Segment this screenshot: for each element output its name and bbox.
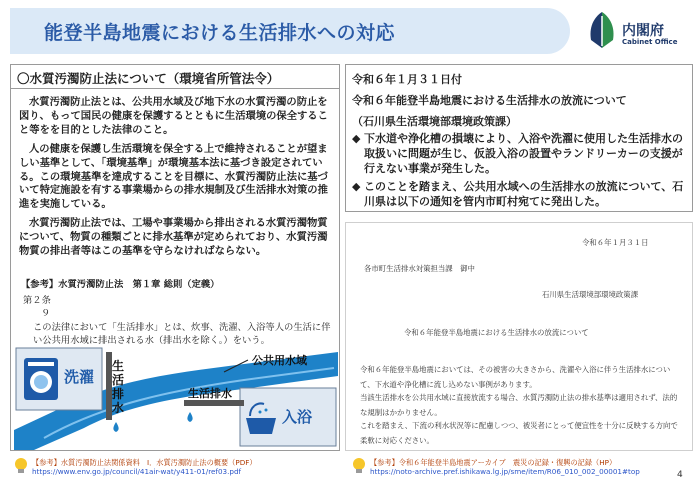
law-paragraph-3-text: 水質汚濁防止法では、工場や事業場から排出される水質汚濁物質について、物質の種類ごとに排水基準が定められており、水質汚濁物質の排出者等はこの基準を守らなければならない。 (19, 217, 328, 257)
law-paragraph-2 (19, 143, 333, 212)
footnote-left (32, 458, 257, 476)
footnote-right-title: 【参考】令和６年能登半島地震アーカイブ 震災の記録・復興の記録（HP） (370, 458, 617, 467)
kitchen-drain-label-1: 生 (112, 359, 125, 373)
lightbulb-icon (14, 457, 28, 475)
law-paragraph-1-text: 水質汚濁防止法とは、公共用水域及び地下水の水質汚濁の防止を図り、もって国民の健康を保護するとともに生活環境の保全すること等をを目的とした法律のこと。 (19, 96, 328, 136)
notice-doc-body-1: 令和６年能登半島地震においては、その被害の大きさから、洗濯や入浴に伴う生活排水について、下水道や浄化槽に流し込めない事例があります。 (360, 365, 671, 389)
notice-doc-body-2: 当該生活排水を公共用水域に直接放流する場合、水質汚濁防止法の排水基準は適用されず、法的な規制はかかりません。 (360, 393, 678, 417)
diamond-bullet-icon: ◆ (352, 180, 361, 193)
notice-doc-title: 令和６年能登半島地震における生活排水の放流について (404, 328, 589, 337)
bath-drain-pipe (184, 400, 244, 406)
washing-machine-icon (24, 358, 58, 400)
cabinet-office-emblem-icon (585, 10, 619, 50)
kitchen-drain-label-4: 水 (112, 401, 125, 415)
logo-japanese-text: 内閣府 (622, 23, 664, 39)
footnote-left-title: 【参考】水質汚濁防止法関係資料 Ⅰ．水質汚濁防止法の概要（PDF） (32, 458, 257, 467)
notice-summary-panel (345, 64, 693, 212)
reference-title: 【参考】水質汚濁防止法 第１章 総則（定義） (21, 279, 220, 290)
law-paragraph-2-text: 人の健康を保護し生活環境を保全する上で維持されることが望ましい基準として、「環境基準」が環境基本法に基づき設定されている。この環境基準を達成することを目標に、水質汚濁防止法に基づいて特定施設を有する事業場からの排水規制及び生活排水対策の推進を実施している。 (19, 143, 328, 211)
notice-issuer: （石川県生活環境部環境政策課） (352, 115, 517, 128)
kitchen-drain-label-2: 活 (112, 373, 125, 387)
reference-article: 第２条 (23, 295, 51, 306)
summary-bullet-2-text: このことを踏まえ、公共用水域への生活排水の放流について、石川県は以下の通知を管内市町村宛てに発出した。 (364, 180, 684, 208)
water-drop-icon (113, 422, 118, 432)
summary-bullet-1-text: 下水道や浄化槽の損壊により、入浴や洗濯に使用した生活排水の取扱いに問題が生じ、仮設入浴の設置やランドリーカーの支援が行えない事業が発生した。 (364, 132, 683, 175)
household-wastewater-diagram (14, 342, 338, 450)
bath-wastewater-label: 生活排水 (188, 388, 232, 400)
official-notice-document (345, 222, 693, 451)
notice-doc-body-3: これを踏まえ、下流の利水状況等に配慮しつつ、被災者にとって便宜性を十分に反映する方向で柔軟に対応ください。 (360, 421, 678, 445)
law-panel-heading: 〇水質汚濁防止法について（環境省所管法令） (11, 65, 339, 89)
law-paragraph-1 (19, 96, 333, 137)
kitchen-drain-label-3: 排 (112, 387, 125, 401)
summary-bullet-2 (352, 179, 688, 209)
notice-subject: 令和６年能登半島地震における生活排水の放流について (352, 94, 627, 107)
notice-doc-recipient: 各市町生活排水対策担当課 御中 (364, 264, 475, 273)
footnote-left-link[interactable]: https://www.env.go.jp/council/41air-wat/y411-01/ref03.pdf (32, 467, 242, 476)
lightbulb-icon (352, 457, 366, 475)
page-number: 4 (677, 470, 683, 480)
logo-english-text: Cabinet Office (622, 38, 678, 46)
law-paragraph-3 (19, 217, 333, 258)
diamond-bullet-icon: ◆ (352, 132, 361, 145)
footnote-right-link[interactable]: https://noto-archive.pref.ishikawa.lg.jp/sme/item/R06_010_002_00001#top (370, 467, 640, 476)
notice-doc-date: 令和６年１月３１日 (582, 238, 649, 247)
laundry-label: 洗濯 (64, 369, 95, 386)
reference-body: この法律において「生活排水」とは、炊事、洗濯、入浴等人の生活に伴い公共用水域に排出される水（排出水を除く。）をいう。 (33, 322, 331, 346)
water-drop-icon (187, 412, 192, 422)
notice-date: 令和６年１月３１日付 (352, 73, 462, 86)
reference-item: ９ (41, 308, 51, 319)
page-title: 能登半島地震における生活排水への対応 (44, 22, 396, 44)
footnote-right (370, 458, 640, 476)
summary-bullet-1 (352, 131, 688, 176)
notice-doc-sender: 石川県生活環境部環境政策課 (542, 290, 639, 299)
cabinet-office-logo (585, 8, 695, 52)
public-water-label: 公共用水域 (252, 355, 307, 367)
bath-label: 入浴 (282, 409, 313, 426)
